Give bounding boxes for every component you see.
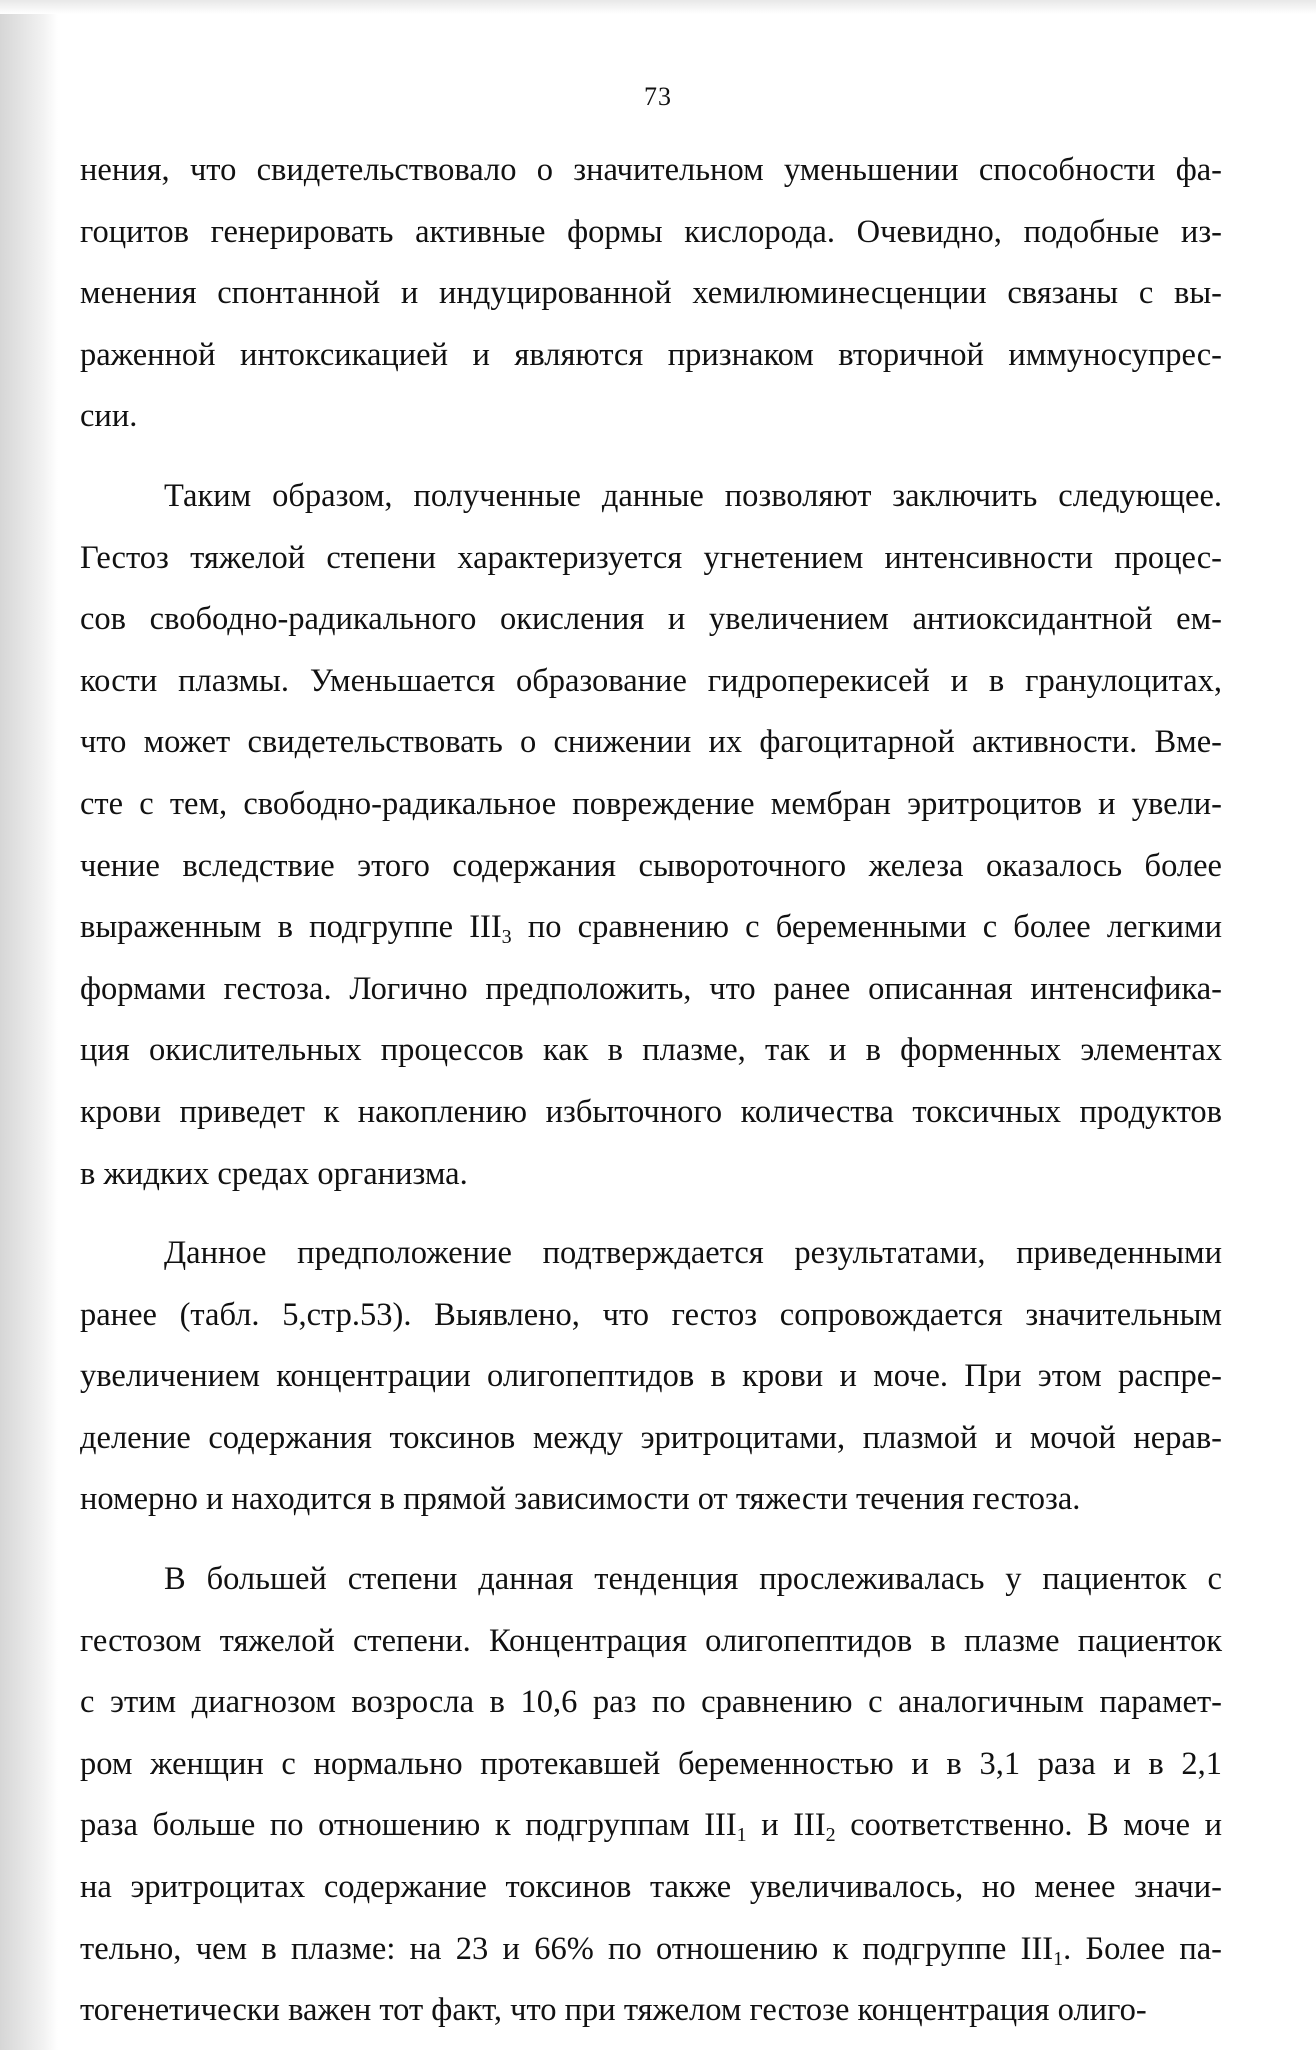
text-run: Таким образом, полученные данные позволяют заключить следующее. bbox=[164, 477, 1222, 514]
text-run: В большей степени данная тенденция прослеживалась у пациенток с bbox=[164, 1561, 1222, 1598]
text-run: ранее (табл. 5,стр.53). Выявлено, что гестоз сопровождается значительным bbox=[80, 1296, 1222, 1333]
scan-margin-shadow bbox=[0, 0, 58, 2050]
subscript: 3 bbox=[501, 926, 512, 949]
text-run: выраженным в подгруппе III bbox=[80, 909, 502, 946]
text-run: менения спонтанной и индуцированной хемилюминесценции связаны с вы- bbox=[80, 275, 1222, 312]
text-run: чение вследствие этого содержания сывороточного железа оказалось более bbox=[80, 847, 1222, 884]
text-line bbox=[80, 1919, 1222, 1981]
text-line bbox=[80, 1611, 1222, 1673]
text-run: гестозом тяжелой степени. Концентрация олигопептидов в плазме пациенток bbox=[80, 1622, 1222, 1659]
text-line bbox=[80, 651, 1222, 713]
subscript: 1 bbox=[1053, 1947, 1064, 1970]
text-line bbox=[80, 712, 1222, 774]
text-run: что может свидетельствовать о снижении их фагоцитарной активности. Вме- bbox=[80, 724, 1222, 761]
text-run: номерно и находится в прямой зависимости от тяжести течения гестоза. bbox=[80, 1481, 1081, 1518]
text-run: в жидких средах организма. bbox=[80, 1155, 468, 1192]
text-run: нения, что свидетельствовало о значительном уменьшении способности фа- bbox=[80, 152, 1222, 188]
text-line bbox=[80, 1082, 1222, 1144]
text-line bbox=[80, 1020, 1222, 1082]
text-run: раза больше по отношению к подгруппам III bbox=[80, 1807, 737, 1844]
paragraph bbox=[80, 1549, 1222, 2042]
text-run: гоцитов генерировать активные формы кислорода. Очевидно, подобные из- bbox=[80, 213, 1222, 250]
text-line bbox=[80, 1408, 1222, 1470]
text-run: по сравнению с беременными с более легкими bbox=[511, 909, 1222, 946]
text-line bbox=[80, 1469, 1222, 1531]
paragraph bbox=[80, 1223, 1222, 1531]
text-line bbox=[80, 386, 1222, 448]
text-line bbox=[80, 774, 1222, 836]
text-line bbox=[80, 836, 1222, 898]
text-line bbox=[80, 1672, 1222, 1734]
text-run: с этим диагнозом возросла в 10,6 раз по сравнению с аналогичным парамет- bbox=[80, 1684, 1222, 1721]
body-text bbox=[80, 140, 1222, 2042]
text-run: Данное предположение подтверждается результатами, приведенными bbox=[164, 1235, 1222, 1272]
text-line bbox=[80, 1346, 1222, 1408]
text-run: формами гестоза. Логично предположить, что ранее описанная интенсифика- bbox=[80, 970, 1222, 1007]
text-run: сте с тем, свободно-радикальное повреждение мембран эритроцитов и увели- bbox=[80, 785, 1222, 822]
subscript: 1 bbox=[736, 1824, 747, 1847]
text-run: соответственно. В моче и bbox=[835, 1807, 1222, 1844]
subscript: 2 bbox=[825, 1824, 836, 1847]
text-line bbox=[80, 959, 1222, 1021]
text-run: тогенетически важен тот факт, что при тяжелом гестозе концентрация олиго- bbox=[80, 1992, 1147, 2029]
text-line bbox=[80, 140, 1222, 202]
text-run: раженной интоксикацией и являются признаком вторичной иммуносупрес- bbox=[80, 336, 1222, 373]
text-line bbox=[80, 1285, 1222, 1347]
page-number: 73 bbox=[644, 82, 672, 111]
text-run: и III bbox=[746, 1807, 826, 1844]
text-run: на эритроцитах содержание токсинов также увеличивалось, но менее значи- bbox=[80, 1869, 1222, 1906]
text-line bbox=[80, 466, 1222, 528]
text-run: сии. bbox=[80, 398, 138, 435]
text-run: сов свободно-радикального окисления и увеличением антиоксидантной ем- bbox=[80, 601, 1222, 638]
text-run: ция окислительных процессов как в плазме, так и в форменных элементах bbox=[80, 1032, 1222, 1069]
text-run: . Более па- bbox=[1063, 1930, 1222, 1967]
text-line bbox=[80, 589, 1222, 651]
text-line bbox=[80, 325, 1222, 387]
paragraph bbox=[80, 140, 1222, 448]
text-line bbox=[80, 528, 1222, 590]
text-line bbox=[80, 1734, 1222, 1796]
scan-top-shadow bbox=[0, 0, 1316, 14]
text-line bbox=[80, 897, 1222, 959]
text-line bbox=[80, 1857, 1222, 1919]
text-line bbox=[80, 1223, 1222, 1285]
text-line bbox=[80, 1549, 1222, 1611]
text-run: деление содержания токсинов между эритроцитами, плазмой и мочой нерав- bbox=[80, 1419, 1222, 1456]
text-line bbox=[80, 263, 1222, 325]
text-run: Гестоз тяжелой степени характеризуется угнетением интенсивности процес- bbox=[80, 539, 1222, 576]
paragraph-gap bbox=[80, 1205, 1222, 1223]
text-line bbox=[80, 1144, 1222, 1206]
paragraph bbox=[80, 466, 1222, 1205]
paragraph-gap bbox=[80, 1531, 1222, 1549]
text-run: кости плазмы. Уменьшается образование гидроперекисей и в гранулоцитах, bbox=[80, 662, 1222, 699]
text-line bbox=[80, 1980, 1222, 2042]
text-run: увеличением концентрации олигопептидов в крови и моче. При этом распре- bbox=[80, 1358, 1222, 1395]
text-run: ром женщин с нормально протекавшей беременностью и в 3,1 раза и в 2,1 bbox=[80, 1745, 1222, 1782]
text-run: тельно, чем в плазме: на 23 и 66% по отношению к подгруппе III bbox=[80, 1930, 1054, 1967]
text-line bbox=[80, 1795, 1222, 1857]
paragraph-gap bbox=[80, 448, 1222, 466]
text-run: крови приведет к накоплению избыточного количества токсичных продуктов bbox=[80, 1093, 1222, 1130]
text-line bbox=[80, 202, 1222, 264]
